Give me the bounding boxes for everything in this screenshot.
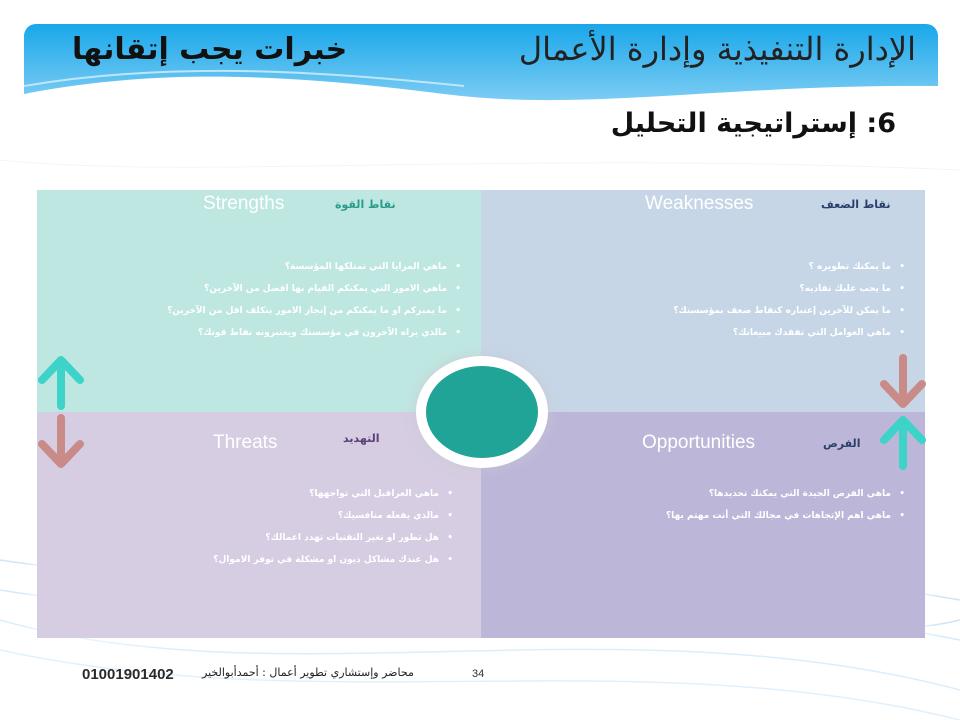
strengths-title-en: Strengths (203, 193, 285, 214)
page-number: 34 (472, 668, 485, 680)
opportunities-title-en: Opportunities (642, 432, 756, 453)
arrow-down-icon (36, 414, 86, 470)
footer-credit: محاضر وإستشاري تطوير أعمال : أحمدأبوالخير (202, 666, 414, 679)
weaknesses-title-en: Weaknesses (645, 193, 754, 214)
list-item: • مالذي يراه الآخرون في مؤسستك ويعتبرونه نقاط قوتك؟ (167, 322, 461, 344)
weaknesses-title-ar: نقاط الضعف (821, 198, 891, 211)
list-item: • ماهي المزايا التي تمتلكها المؤسسة؟ (167, 256, 461, 278)
list-item: • مالذي يفعله منافسيك؟ (213, 505, 453, 527)
list-item: • ماهي الامور التي يمكنكم القيام بها افضل من الآخرين؟ (167, 278, 461, 300)
threats-title-en: Threats (213, 432, 278, 453)
header-title: الإدارة التنفيذية وإدارة الأعمال (518, 30, 916, 68)
list-item: • ما يمكنك تطويره ؟ (673, 256, 905, 278)
threats-title-ar: التهديد (343, 432, 380, 445)
opportunities-quadrant (481, 412, 925, 638)
list-item: • ماهي اهم الإتجاهات في مجالك التي أنت مهتم بها؟ (666, 505, 905, 527)
strengths-list (167, 256, 461, 344)
threats-list (213, 483, 453, 571)
section-title: 6: إستراتيجية التحليل (610, 108, 896, 139)
weaknesses-list (673, 256, 905, 344)
arrow-up-icon (36, 354, 86, 410)
header-subtitle: خبرات يجب إتقانها (72, 32, 348, 67)
list-item: • هل تطور او تغير التقنيات تهدد اعمالك؟ (213, 527, 453, 549)
strengths-title-ar: نقاط القوة (335, 198, 396, 211)
threats-quadrant (37, 412, 481, 638)
list-item: • ما يمكن للآخرين إعتباره كنقاط ضعف بمؤسستك؟ (673, 300, 905, 322)
list-item: • ماهي العراقيل التي تواجهها؟ (213, 483, 453, 505)
footer-phone: 01001901402 (82, 666, 174, 683)
center-circle (426, 366, 538, 458)
strengths-quadrant (37, 190, 481, 412)
list-item: • ماهي العوامل التي تفقدك مبيعاتك؟ (673, 322, 905, 344)
arrow-up-icon (878, 414, 928, 470)
list-item: • هل عندك مشاكل ديون او مشكلة في توفر الاموال؟ (213, 549, 453, 571)
list-item: • ما يجب عليك تفاديه؟ (673, 278, 905, 300)
list-item: • ماهي الفرص الجيدة التي يمكنك تحديدها؟ (666, 483, 905, 505)
weaknesses-quadrant (481, 190, 925, 412)
arrow-down-icon (878, 354, 928, 410)
opportunities-list (666, 483, 905, 527)
opportunities-title-ar: الفرص (823, 437, 861, 450)
list-item: • ما يميزكم او ما يمكنكم من إنجاز الامور بتكلف اقل من الآخرين؟ (167, 300, 461, 322)
